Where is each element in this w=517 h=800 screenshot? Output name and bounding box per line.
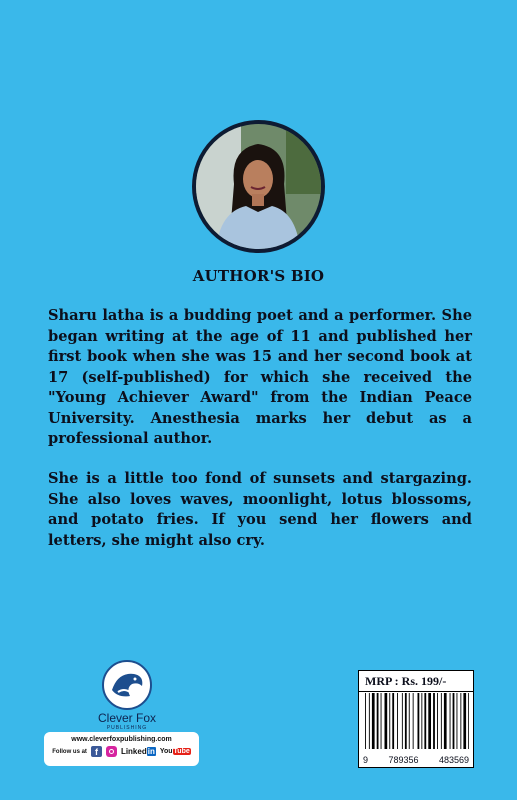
- isbn-number: [359, 755, 473, 765]
- isbn-part-3: 483569: [438, 755, 469, 765]
- social-panel: [44, 732, 199, 766]
- linkedin-text: Linked: [120, 747, 147, 756]
- facebook-icon[interactable]: f: [91, 746, 102, 757]
- price-label: MRP : Rs. 199/-: [359, 671, 473, 692]
- publisher-logo: [82, 660, 172, 731]
- publisher-website[interactable]: www.cleverfoxpublishing.com: [71, 736, 172, 743]
- bio-heading: AUTHOR'S BIO: [192, 267, 325, 285]
- fox-logo-icon: [102, 660, 152, 710]
- linkedin-in: in: [147, 747, 155, 756]
- barcode-icon: [365, 693, 469, 749]
- publisher-name: Clever Fox: [97, 711, 156, 725]
- youtube-tube: Tube: [173, 748, 190, 755]
- linkedin-icon[interactable]: [121, 747, 156, 756]
- barcode-box: [358, 670, 474, 768]
- author-portrait: [196, 124, 321, 249]
- author-photo: [192, 120, 325, 253]
- isbn-part-2: 789356: [388, 755, 419, 765]
- youtube-icon[interactable]: [160, 748, 191, 755]
- instagram-icon[interactable]: [106, 746, 117, 757]
- bio-paragraph-1: Sharu latha is a budding poet and a performer. She began writing at the age of 11 and published her first book when she was 15 and her second book at 17 (self-published) for which she received the "Young Achiever Award" from the Indian Peace University. Anesthesia marks her debut as a professional author.: [48, 307, 472, 447]
- youtube-text: You: [159, 748, 173, 755]
- follow-row: [45, 746, 198, 757]
- bio-paragraph-2: She is a little too fond of sunsets and stargazing. She also loves waves, moonlight, lotus blossoms, and potato fries. If you send her flowers and letters, she might also cry.: [48, 470, 472, 549]
- follow-label: Follow us at: [52, 748, 87, 755]
- publisher-tagline: PUBLISHING: [106, 725, 148, 731]
- isbn-part-1: 9: [363, 755, 369, 765]
